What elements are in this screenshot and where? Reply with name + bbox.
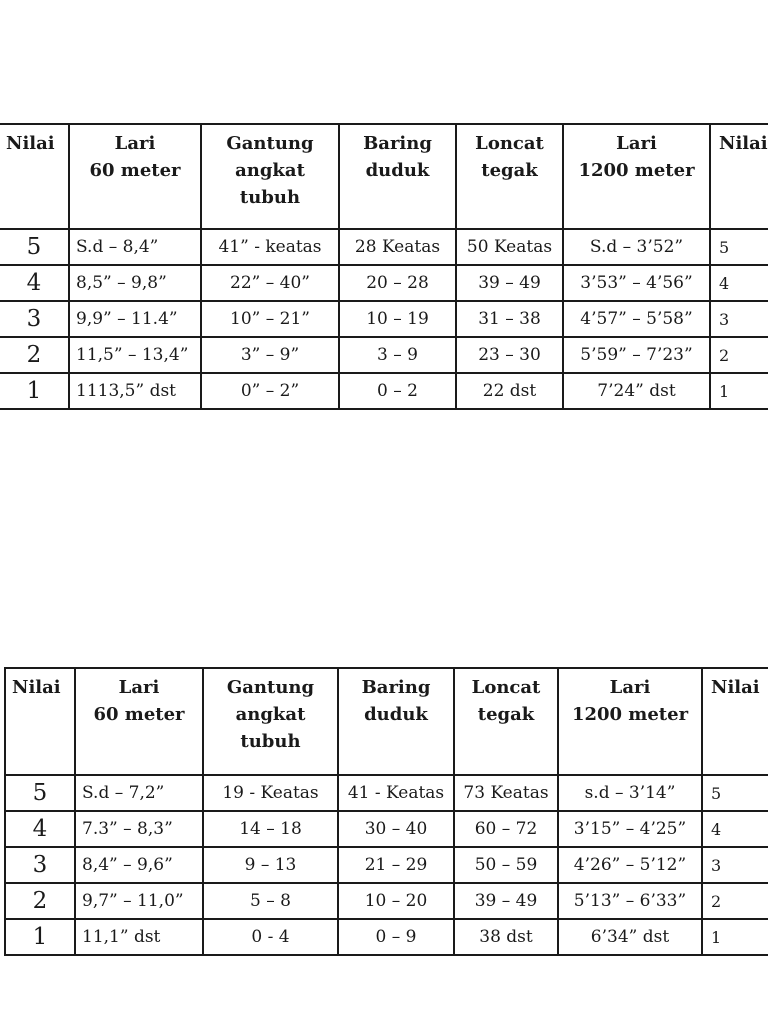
cell-lari-1200: 4’57” – 5’58” xyxy=(563,301,710,337)
cell-baring: 41 - Keatas xyxy=(338,775,454,811)
cell-lari-1200: s.d – 3’14” xyxy=(558,775,702,811)
cell-nilai: 4 xyxy=(0,265,69,301)
cell-nilai: 5 xyxy=(5,775,75,811)
cell-gantung: 19 - Keatas xyxy=(203,775,338,811)
cell-baring: 0 – 9 xyxy=(338,919,454,955)
cell-nilai: 5 xyxy=(0,229,69,265)
table-row xyxy=(0,301,768,337)
cell-lari-60: 9,9” – 11.4” xyxy=(69,301,201,337)
cell-nilai-right: 3 xyxy=(710,301,768,337)
table-row xyxy=(5,811,768,847)
cell-lari-60: 8,4” – 9,6” xyxy=(75,847,203,883)
cell-nilai-right: 4 xyxy=(710,265,768,301)
score-table-2 xyxy=(4,667,768,956)
cell-nilai-right: 1 xyxy=(702,919,768,955)
header-lari-1200: Lari 1200 meter xyxy=(558,668,702,775)
header-nilai-right: Nilai xyxy=(710,124,768,229)
score-table-1 xyxy=(0,123,768,410)
header-baring-duduk: Baring duduk xyxy=(338,668,454,775)
cell-lari-60: S.d – 8,4” xyxy=(69,229,201,265)
table-row xyxy=(5,919,768,955)
header-lari-60: Lari 60 meter xyxy=(69,124,201,229)
cell-gantung: 10” – 21” xyxy=(201,301,339,337)
cell-lari-1200: 3’15” – 4’25” xyxy=(558,811,702,847)
table-row xyxy=(5,775,768,811)
cell-loncat: 73 Keatas xyxy=(454,775,558,811)
cell-lari-1200: 7’24” dst xyxy=(563,373,710,409)
cell-loncat: 50 – 59 xyxy=(454,847,558,883)
cell-loncat: 50 Keatas xyxy=(456,229,563,265)
header-nilai-right: Nilai xyxy=(702,668,768,775)
cell-baring: 3 – 9 xyxy=(339,337,456,373)
cell-gantung: 0 - 4 xyxy=(203,919,338,955)
cell-nilai: 1 xyxy=(0,373,69,409)
cell-baring: 0 – 2 xyxy=(339,373,456,409)
cell-nilai: 2 xyxy=(0,337,69,373)
cell-baring: 10 – 19 xyxy=(339,301,456,337)
table-row xyxy=(0,373,768,409)
cell-nilai: 3 xyxy=(5,847,75,883)
cell-nilai: 2 xyxy=(5,883,75,919)
cell-gantung: 0” – 2” xyxy=(201,373,339,409)
header-row xyxy=(5,668,768,775)
table-row xyxy=(0,229,768,265)
cell-lari-60: 8,5” – 9,8” xyxy=(69,265,201,301)
cell-lari-60: S.d – 7,2” xyxy=(75,775,203,811)
cell-nilai-right: 2 xyxy=(702,883,768,919)
cell-lari-1200: 5’13” – 6’33” xyxy=(558,883,702,919)
cell-loncat: 39 – 49 xyxy=(456,265,563,301)
cell-loncat: 38 dst xyxy=(454,919,558,955)
header-nilai: Nilai xyxy=(5,668,75,775)
cell-baring: 10 – 20 xyxy=(338,883,454,919)
cell-gantung: 22” – 40” xyxy=(201,265,339,301)
cell-lari-1200: 4’26” – 5’12” xyxy=(558,847,702,883)
cell-nilai: 3 xyxy=(0,301,69,337)
cell-loncat: 39 – 49 xyxy=(454,883,558,919)
header-lari-1200: Lari 1200 meter xyxy=(563,124,710,229)
header-gantung-angkat-tubuh: Gantung angkat tubuh xyxy=(203,668,338,775)
header-baring-duduk: Baring duduk xyxy=(339,124,456,229)
cell-lari-60: 1113,5” dst xyxy=(69,373,201,409)
cell-loncat: 60 – 72 xyxy=(454,811,558,847)
cell-nilai: 1 xyxy=(5,919,75,955)
cell-loncat: 23 – 30 xyxy=(456,337,563,373)
header-lari-60: Lari 60 meter xyxy=(75,668,203,775)
cell-nilai-right: 5 xyxy=(702,775,768,811)
cell-baring: 21 – 29 xyxy=(338,847,454,883)
cell-lari-60: 9,7” – 11,0” xyxy=(75,883,203,919)
cell-lari-60: 11,5” – 13,4” xyxy=(69,337,201,373)
cell-nilai-right: 4 xyxy=(702,811,768,847)
header-nilai: Nilai xyxy=(0,124,69,229)
cell-gantung: 14 – 18 xyxy=(203,811,338,847)
cell-gantung: 41” - keatas xyxy=(201,229,339,265)
cell-lari-60: 7.3” – 8,3” xyxy=(75,811,203,847)
cell-gantung: 5 – 8 xyxy=(203,883,338,919)
table-row xyxy=(0,337,768,373)
cell-baring: 28 Keatas xyxy=(339,229,456,265)
header-row xyxy=(0,124,768,229)
cell-baring: 30 – 40 xyxy=(338,811,454,847)
cell-lari-60: 11,1” dst xyxy=(75,919,203,955)
cell-lari-1200: S.d – 3’52” xyxy=(563,229,710,265)
cell-lari-1200: 5’59” – 7’23” xyxy=(563,337,710,373)
cell-baring: 20 – 28 xyxy=(339,265,456,301)
cell-nilai-right: 1 xyxy=(710,373,768,409)
cell-lari-1200: 3’53” – 4’56” xyxy=(563,265,710,301)
cell-nilai-right: 2 xyxy=(710,337,768,373)
cell-gantung: 9 – 13 xyxy=(203,847,338,883)
header-gantung-angkat-tubuh: Gantung angkat tubuh xyxy=(201,124,339,229)
header-loncat-tegak: Loncat tegak xyxy=(456,124,563,229)
cell-loncat: 31 – 38 xyxy=(456,301,563,337)
table-row xyxy=(0,265,768,301)
table-row xyxy=(5,847,768,883)
cell-loncat: 22 dst xyxy=(456,373,563,409)
cell-nilai-right: 3 xyxy=(702,847,768,883)
cell-nilai-right: 5 xyxy=(710,229,768,265)
cell-nilai: 4 xyxy=(5,811,75,847)
cell-lari-1200: 6’34” dst xyxy=(558,919,702,955)
table-row xyxy=(5,883,768,919)
cell-gantung: 3” – 9” xyxy=(201,337,339,373)
header-loncat-tegak: Loncat tegak xyxy=(454,668,558,775)
